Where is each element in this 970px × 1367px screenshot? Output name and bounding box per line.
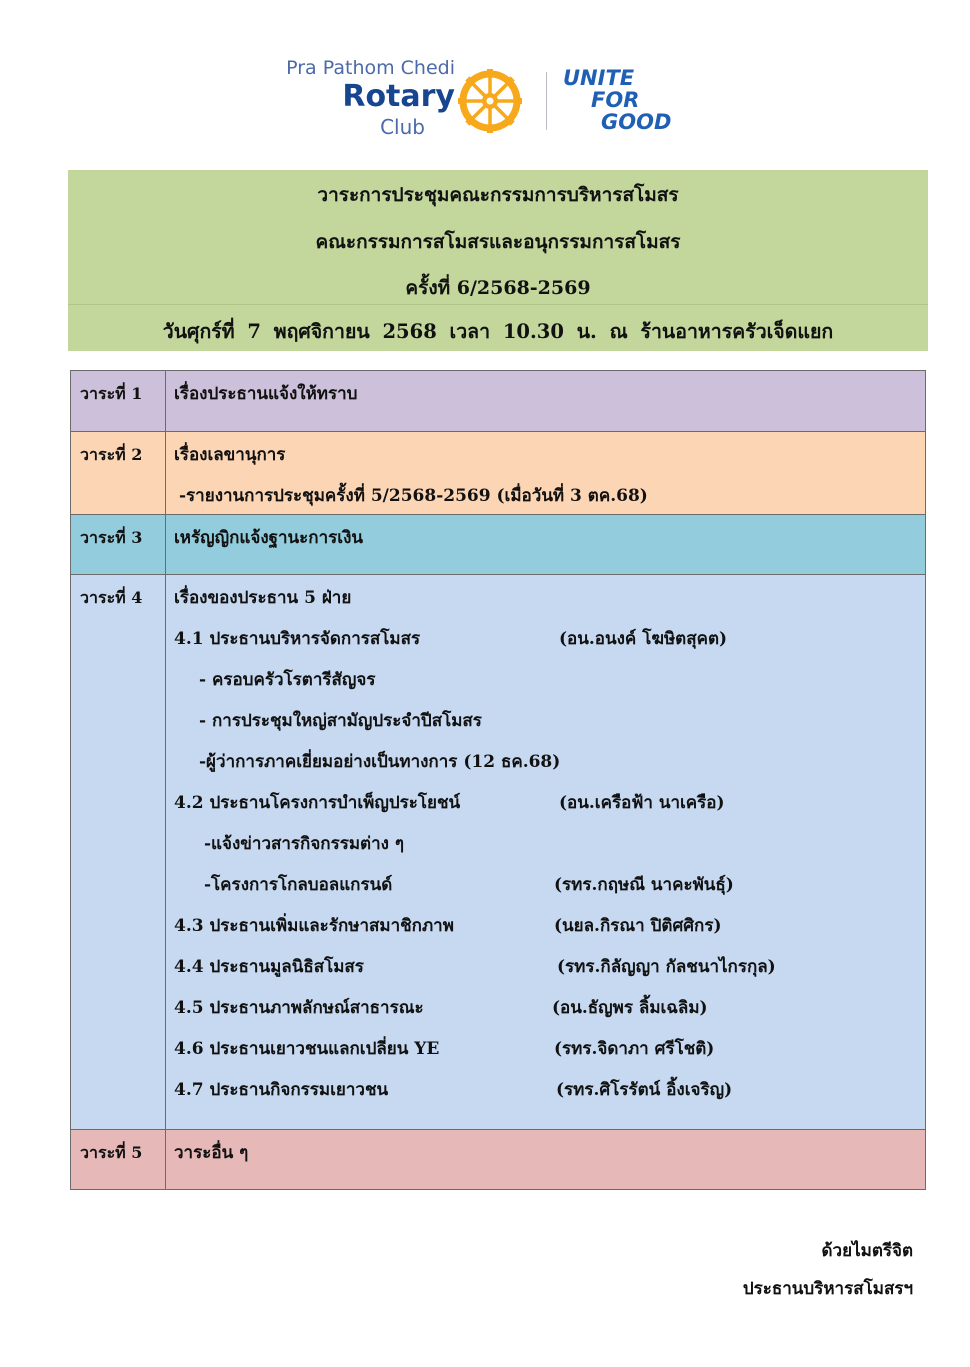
agenda-table (70, 370, 926, 1190)
subitem-title: 4.6 ประธานเยาวชนแลกเปลี่ยน YE (174, 1039, 440, 1059)
agenda-subitem (174, 1035, 925, 1076)
agenda-subitem (174, 912, 925, 953)
subitem-person: (รทร.กฤษณี นาคะพันธุ์) (554, 875, 734, 895)
unite-for-good-slogan (563, 67, 671, 133)
agenda-topic: เหรัญญิกแจ้งฐานะการเงิน (174, 528, 364, 548)
logo-club: Club (380, 115, 425, 139)
agenda-content-cell (166, 515, 925, 565)
agenda-content-cell (166, 575, 925, 1117)
agenda-bullet (174, 871, 925, 912)
logo-rotary: Rotary (342, 79, 455, 114)
subitem-person: (อน.ธัญพร ลิ้มเฉลิม) (552, 998, 708, 1018)
club-logo (250, 55, 690, 140)
subitem-person: (อน.อนงค์ โฆษิตสุคต) (559, 629, 728, 649)
logo-divider (546, 72, 547, 130)
agenda-row-4 (70, 575, 926, 1130)
logo-club-name: Pra Pathom Chedi (286, 57, 455, 79)
meeting-date-location: วันศุกร์ที่ 7 พฤศจิกายน 2568 เวลา 10.30 น. ณ ร้านอาหารครัวเจ็ดแยก (162, 320, 834, 343)
agenda-subitem (174, 953, 925, 994)
agenda-label: วาระที่ 3 (80, 528, 143, 547)
agenda-label: วาระที่ 1 (80, 384, 143, 403)
agenda-row-1 (70, 370, 926, 432)
agenda-bullet: - การประชุมใหญ่สามัญประจำปีสโมสร (199, 711, 482, 731)
agenda-subitem: -รายงานการประชุมครั้งที่ 5/2568-2569 (เมื่อวันที่ 3 ตค.68) (179, 486, 648, 506)
agenda-subitem (174, 1076, 925, 1117)
agenda-topic: เรื่องประธานแจ้งให้ทราบ (174, 384, 358, 404)
agenda-label: วาระที่ 4 (80, 588, 143, 607)
title-line-2: คณะกรรมการสโมสรและอนุกรรมการสโมสร (315, 231, 681, 253)
agenda-bullet: - ครอบครัวโรตารีสัญจร (199, 670, 376, 690)
subitem-title: 4.3 ประธานเพิ่มและรักษาสมาชิกภาพ (174, 916, 454, 936)
agenda-label: วาระที่ 2 (80, 445, 143, 464)
agenda-topic: วาระอื่น ๆ (174, 1143, 249, 1163)
agenda-content-cell (166, 371, 925, 421)
logo-wordmark (250, 55, 455, 140)
agenda-label-cell (71, 1130, 166, 1189)
subitem-person: (นยล.กิรณา ปิติศศิกร) (554, 916, 722, 936)
signature-closing: ด้วยไมตรีจิต (821, 1241, 913, 1261)
agenda-label: วาระที่ 5 (80, 1143, 143, 1162)
agenda-subitem (174, 994, 925, 1035)
subitem-person: (รทร.จิดาภา ศรีโชติ) (554, 1039, 715, 1059)
agenda-bullet: -แจ้งข่าวสารกิจกรรมต่าง ๆ (204, 834, 404, 854)
slogan-word: FOR (591, 88, 640, 112)
agenda-label-cell (71, 432, 166, 514)
agenda-label-cell (71, 575, 166, 1129)
agenda-subitem (174, 789, 925, 830)
subitem-title: 4.1 ประธานบริหารจัดการสโมสร (174, 629, 421, 649)
agenda-label-cell (71, 515, 166, 574)
rotary-wheel-icon (458, 69, 522, 133)
slogan-word: GOOD (601, 110, 672, 134)
agenda-topic: เรื่องเลขานุการ (174, 445, 286, 465)
subitem-person: (รทร.ศิโรรัตน์ อิ้งเจริญ) (556, 1080, 733, 1100)
agenda-row-5 (70, 1130, 926, 1190)
subitem-person: (รทร.กิลัญญา กัลชนาไกรกุล) (557, 957, 776, 977)
agenda-content-cell (166, 1130, 925, 1180)
agenda-content-cell (166, 432, 925, 522)
signature-title: ประธานบริหารสโมสรฯ (742, 1279, 913, 1299)
title-divider (68, 304, 928, 305)
subitem-title: 4.7 ประธานกิจกรรมเยาวชน (174, 1080, 389, 1100)
slogan-word: UNITE (563, 66, 635, 90)
subitem-title: 4.2 ประธานโครงการบำเพ็ญประโยชน์ (174, 793, 461, 813)
title-line-1: วาระการประชุมคณะกรรมการบริหารสโมสร (317, 184, 679, 206)
agenda-subitem (174, 625, 925, 666)
agenda-label-cell (71, 371, 166, 431)
subitem-title: 4.4 ประธานมูลนิธิสโมสร (174, 957, 364, 977)
agenda-row-3 (70, 515, 926, 575)
meeting-title-box (68, 170, 928, 351)
subitem-title: -โครงการโกลบอลแกรนด์ (204, 875, 393, 895)
subitem-title: 4.5 ประธานภาพลักษณ์สาธารณะ (174, 998, 424, 1018)
agenda-row-2 (70, 432, 926, 515)
subitem-person: (อน.เครือฟ้า นาเครือ) (559, 793, 725, 813)
title-line-3: ครั้งที่ 6/2568-2569 (405, 277, 591, 299)
agenda-bullet: -ผู้ว่าการภาคเยี่ยมอย่างเป็นทางการ (12 ธค.68) (199, 752, 561, 772)
agenda-topic: เรื่องของประธาน 5 ฝ่าย (174, 588, 352, 608)
